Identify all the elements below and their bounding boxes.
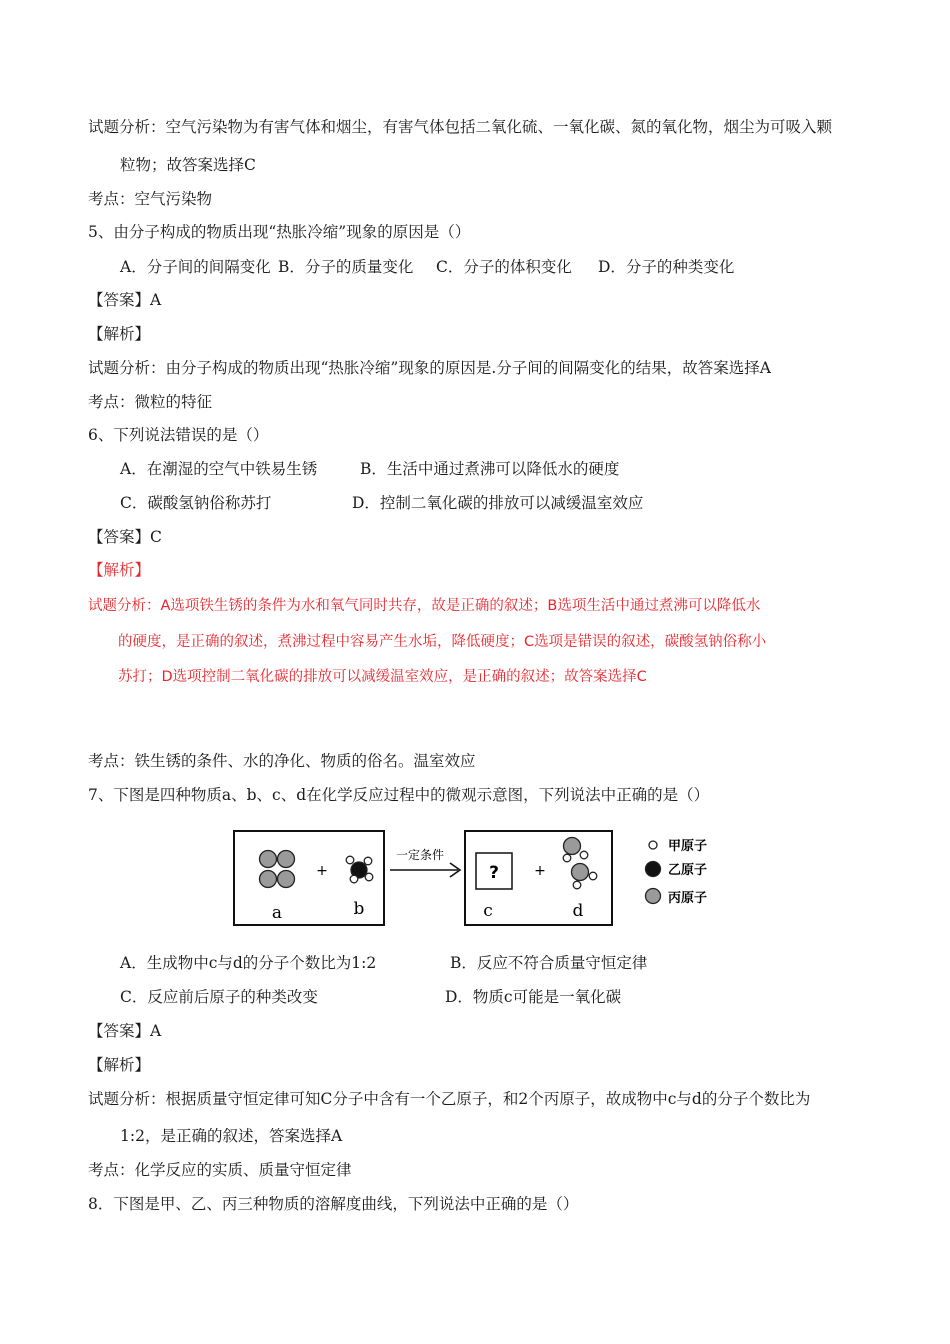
q6-kaodian: 考点：铁生锈的条件、水的净化、物质的俗名。温室效应 [88, 752, 476, 770]
q6-stem: 6、下列说法错误的是（） [88, 426, 269, 444]
q7-stem: 7、下图是四种物质a、b、c、d在化学反应过程中的微观示意图，下列说法中正确的是（） [88, 786, 710, 804]
q6-options-row2 [120, 493, 643, 513]
q6-option-c: C．碳酸氢钠俗称苏打 [120, 494, 272, 512]
q7-option-d: D．物质c可能是一氧化碳 [445, 988, 622, 1006]
q5-option-d: D．分子的种类变化 [598, 258, 735, 276]
q7-analysis-line2: 1:2，是正确的叙述，答案选择A [120, 1127, 343, 1145]
legend-jia: 甲原子 [668, 839, 708, 854]
q6-options-row1 [120, 459, 619, 479]
q4-kaodian: 考点：空气污染物 [88, 190, 213, 208]
q6-option-b: B．生活中通过煮沸可以降低水的硬度 [360, 460, 620, 478]
q5-option-c: C．分子的体积变化 [436, 258, 572, 276]
q5-analysis: 试题分析：由分子构成的物质出现“热胀冷缩”现象的原因是.分子间的间隔变化的结果，故答案选择A [88, 359, 771, 377]
q6-jiexi: 【解析】 [88, 561, 151, 579]
q5-stem: 5、由分子构成的物质出现“热胀冷缩”现象的原因是（） [88, 223, 471, 241]
q7-answer: 【答案】A [88, 1022, 162, 1040]
q6-option-d: D．控制二氧化碳的排放可以减缓温室效应 [352, 494, 644, 512]
legend-bing-icon [646, 889, 661, 904]
q6-answer: 【答案】C [88, 528, 162, 546]
label-d: d [572, 901, 584, 921]
q4-analysis-line2: 粒物；故答案选择C [120, 156, 256, 174]
label-a: a [271, 903, 283, 923]
q7-option-b: B．反应不符合质量守恒定律 [450, 954, 648, 972]
label-c: c [483, 901, 493, 921]
q5-option-a: A．分子间的间隔变化 [120, 258, 271, 276]
q5-option-b: B．分子的质量变化 [278, 258, 414, 276]
q6-analysis-line1: 试题分析：A选项铁生锈的条件为水和氧气同时共存，故是正确的叙述；B选项生活中通过煮沸可以降低水 [88, 598, 761, 614]
q7-kaodian: 考点：化学反应的实质、质量守恒定律 [88, 1161, 352, 1179]
unknown-mark: ? [489, 863, 499, 883]
label-b: b [353, 899, 365, 919]
q7-option-c: C．反应前后原子的种类改变 [120, 988, 318, 1006]
q7-jiexi: 【解析】 [88, 1056, 151, 1074]
legend [646, 838, 708, 906]
legend-jia-icon [649, 841, 657, 849]
legend-yi: 乙原子 [668, 863, 708, 878]
q7-option-a: A．生成物中c与d的分子个数比为1:2 [120, 954, 377, 972]
q6-option-a: A．在潮湿的空气中铁易生锈 [120, 460, 318, 478]
q5-kaodian: 考点：微粒的特征 [88, 393, 213, 411]
legend-yi-icon [646, 862, 661, 877]
q7-options-row2 [120, 987, 621, 1007]
legend-bing: 丙原子 [668, 891, 708, 906]
q8-stem: 8．下图是甲、乙、丙三种物质的溶解度曲线，下列说法中正确的是（） [88, 1195, 579, 1213]
q6-analysis-line3: 苏打；D选项控制二氧化碳的排放可以减缓温室效应，是正确的叙述；故答案选择C [118, 669, 647, 685]
q4-analysis-line1: 试题分析：空气污染物为有害气体和烟尘，有害气体包括二氧化硫、一氧化碳、氮的氧化物，烟尘为可吸入颗 [88, 118, 833, 136]
reaction-diagram [230, 828, 730, 930]
q5-answer: 【答案】A [88, 291, 162, 309]
q7-analysis-line1: 试题分析：根据质量守恒定律可知C分子中含有一个乙原子，和2个丙原子，故成物中c与d的分子个数比为 [88, 1090, 811, 1108]
plus-sign-1: + [316, 863, 328, 879]
q6-analysis-line2: 的硬度，是正确的叙述，煮沸过程中容易产生水垢，降低硬度；C选项是错误的叙述，碳酸氢钠俗称小 [118, 634, 767, 650]
q7-options-row1 [120, 953, 647, 973]
reaction-condition: 一定条件 [395, 848, 445, 862]
plus-sign-2: + [534, 863, 546, 879]
q5-options [120, 257, 734, 277]
q5-jiexi: 【解析】 [88, 325, 151, 343]
